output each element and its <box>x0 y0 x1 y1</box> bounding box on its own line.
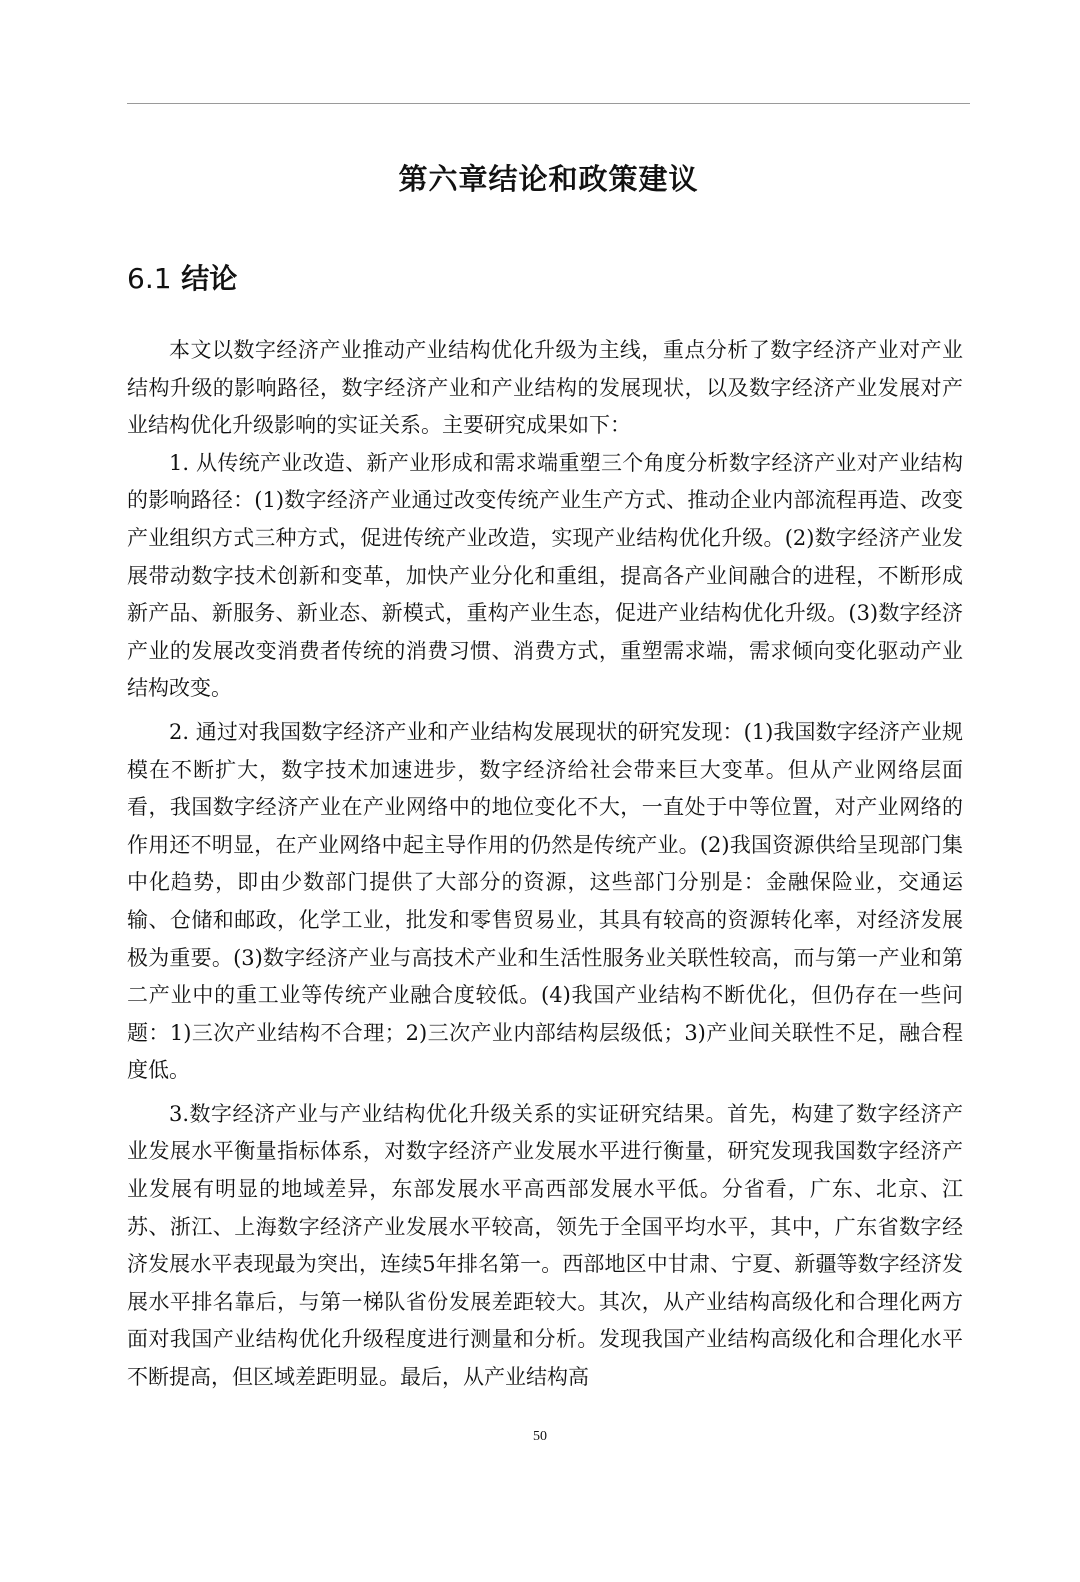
body-text <box>127 332 963 1397</box>
paragraph-finding-2: 2. 通过对我国数字经济产业和产业结构发展现状的研究发现：(1)我国数字经济产业规模在不断扩大，数字技术加速进步，数字经济给社会带来巨大变革。但从产业网络层面看，我国数字经济产业在产业网络中的地位变化不大，一直处于中等位置，对产业网络的作用还不明显，在产业网络中起主导作用的仍然是传统产业。(2)我国资源供给呈现部门集中化趋势，即由少数部门提供了大部分的资源，这些部门分别是：金融保险业，交通运输、仓储和邮政，化学工业，批发和零售贸易业，其具有较高的资源转化率，对经济发展极为重要。(3)数字经济产业与高技术产业和生活性服务业关联性较高，而与第一产业和第二产业中的重工业等传统产业融合度较低。(4)我国产业结构不断优化，但仍存在一些问题：1)三次产业结构不合理；2)三次产业内部结构层级低；3)产业间关联性不足，融合程度低。 <box>127 719 963 1083</box>
paragraph-finding-1: 1. 从传统产业改造、新产业形成和需求端重塑三个角度分析数字经济产业对产业结构的影响路径：(1)数字经济产业通过改变传统产业生产方式、推动企业内部流程再造、改变产业组织方式三种方式，促进传统产业改造，实现产业结构优化升级。(2)数字经济产业发展带动数字技术创新和变革，加快产业分化和重组，提高各产业间融合的进程，不断形成新产品、新服务、新业态、新模式，重构产业生态，促进产业结构优化升级。(3)数字经济产业的发展改变消费者传统的消费习惯、消费方式，重塑需求端，需求倾向变化驱动产业结构改变。 <box>127 450 963 701</box>
paragraph-finding-3: 3.数字经济产业与产业结构优化升级关系的实证研究结果。首先，构建了数字经济产业发展水平衡量指标体系，对数字经济产业发展水平进行衡量，研究发现我国数字经济产业发展有明显的地域差异，东部发展水平高西部发展水平低。分省看，广东、北京、江苏、浙江、上海数字经济产业发展水平较高，领先于全国平均水平，其中，广东省数字经济发展水平表现最为突出，连续5年排名第一。西部地区中甘肃、宁夏、新疆等数字经济发展水平排名靠后，与第一梯队省份发展差距较大。其次，从产业结构高级化和合理化两方面对我国产业结构优化升级程度进行测量和分析。发现我国产业结构高级化和合理化水平不断提高，但区域差距明显。最后，从产业结构高 <box>127 1101 963 1390</box>
page-number: 50 <box>533 1429 547 1444</box>
header-rule <box>127 103 970 104</box>
chapter-title: 第六章结论和政策建议 <box>398 162 699 196</box>
section-heading <box>127 258 237 300</box>
paragraph-intro: 本文以数字经济产业推动产业结构优化升级为主线，重点分析了数字经济产业对产业结构升级的影响路径，数字经济产业和产业结构的发展现状，以及数字经济产业发展对产业结构优化升级影响的实证关系。主要研究成果如下： <box>127 338 963 438</box>
section-number: 6.1 <box>127 262 172 295</box>
section-title: 结论 <box>181 262 238 295</box>
